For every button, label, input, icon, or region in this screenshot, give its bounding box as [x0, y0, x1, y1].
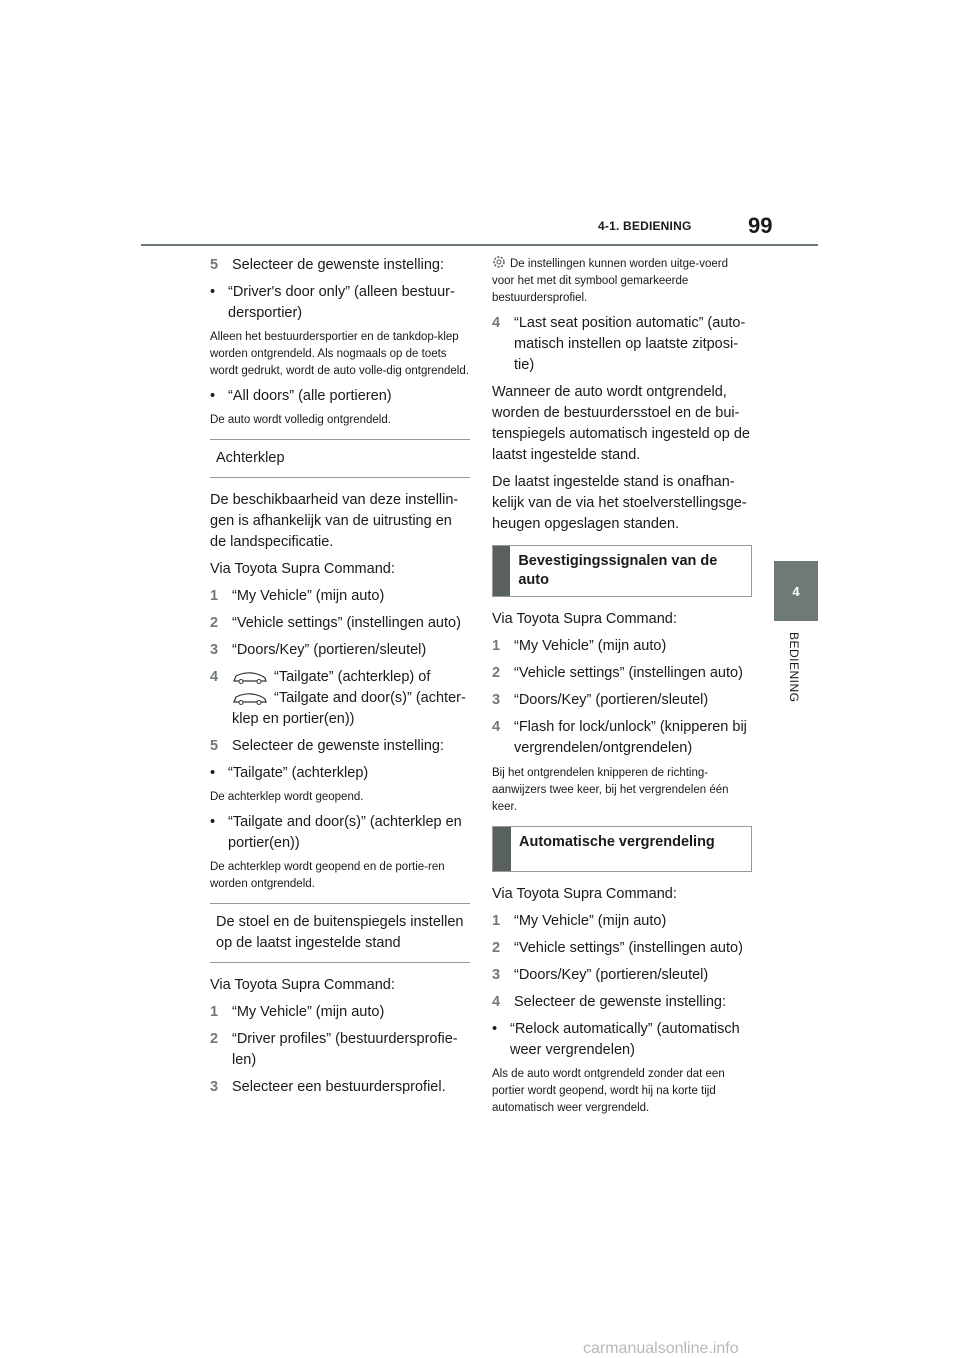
left-column [210, 255, 470, 1104]
section-heading: Automatische vergrendeling [492, 826, 752, 872]
paragraph: Via Toyota Supra Command: [492, 886, 677, 902]
step-item: 5 Selecteer de gewenste instelling: [210, 738, 444, 754]
step-item: 1 “My Vehicle” (mijn auto) [210, 588, 385, 604]
step-item: 4 “Tailgate” (achterklep) of “Tailgate and door(s)” (achter-klep en portier(en)) [210, 669, 466, 727]
note-text: Als de auto wordt ontgrendeld zonder dat een portier wordt geopend, wordt hij na korte tijd automatisch weer vergrendeld. [492, 1068, 725, 1114]
car-icon [232, 670, 268, 684]
note-text: Alleen het bestuurdersportier en de tankdop-klep worden ontgrendeld. Als nogmaals op de toets wordt gedrukt, wordt de auto volle-dig ontgrendeld. [210, 331, 469, 377]
note-text: De achterklep wordt geopend. [210, 791, 364, 803]
step-item: 3 “Doors/Key” (portieren/sleutel) [492, 692, 709, 708]
step-item: 1 “My Vehicle” (mijn auto) [492, 913, 667, 929]
note-text: De instellingen kunnen worden uitge-voerd voor het met dit symbool gemarkeerde bestuurdersprofiel. [492, 255, 752, 307]
subheading-box: De stoel en de buitenspiegels instellen op de laatst ingestelde stand [210, 903, 470, 963]
step-item: 2 “Driver profiles” (bestuurdersprofie-len) [210, 1031, 458, 1068]
step-item: 3 “Doors/Key” (portieren/sleutel) [210, 642, 427, 658]
bullet-item: • “Tailgate” (achterklep) [210, 765, 369, 781]
step-item: 4 Selecteer de gewenste instelling: [492, 994, 726, 1010]
chapter-tab[interactable]: 4 [774, 561, 818, 621]
section-title: 4-1. BEDIENING [598, 219, 692, 233]
car-icon [232, 691, 268, 705]
bullet-item: • “Relock automatically” (automatisch weer vergrendelen) [492, 1021, 740, 1058]
step-item: 1 “My Vehicle” (mijn auto) [210, 1004, 385, 1020]
step-item: 3 “Doors/Key” (portieren/sleutel) [492, 967, 709, 983]
section-heading: Bevestigingssignalen van de auto [492, 545, 752, 597]
paragraph: Via Toyota Supra Command: [492, 611, 677, 627]
note-text: Bij het ontgrendelen knipperen de richting-aanwijzers twee keer, bij het vergrendelen één keer. [492, 767, 729, 813]
paragraph: Via Toyota Supra Command: [210, 561, 395, 577]
paragraph: Via Toyota Supra Command: [210, 977, 395, 993]
paragraph: De beschikbaarheid van deze instellin-gen is afhankelijk van de uitrusting en de landspecificatie. [210, 492, 459, 550]
chapter-label: BEDIENING [787, 632, 801, 703]
watermark: carmanualsonline.info [583, 1340, 739, 1357]
note-text: De achterklep wordt geopend en de portie-ren worden ontgrendeld. [210, 861, 445, 890]
right-column [492, 255, 752, 1123]
note-text: De auto wordt volledig ontgrendeld. [210, 414, 391, 426]
profile-gear-icon [492, 255, 506, 269]
subheading-box: Achterklep [210, 439, 470, 478]
bullet-item: • “Driver's door only” (alleen bestuur-dersportier) [210, 284, 455, 321]
bullet-item: • “All doors” (alle portieren) [210, 388, 392, 404]
step-item: 2 “Vehicle settings” (instellingen auto) [492, 665, 743, 681]
step-item: 3 Selecteer een bestuurdersprofiel. [210, 1079, 446, 1095]
step-item: 1 “My Vehicle” (mijn auto) [492, 638, 667, 654]
step-item: 4 “Last seat position automatic” (auto-matisch instellen op laatste zitposi-tie) [492, 315, 746, 373]
header-divider [141, 244, 818, 246]
page-number: 99 [748, 213, 773, 238]
step-item: 5 Selecteer de gewenste instelling: [210, 257, 444, 273]
paragraph: Wanneer de auto wordt ontgrendeld, worden de bestuurdersstoel en de bui-tenspiegels automatisch ingesteld op de laatst ingestelde stand. [492, 384, 750, 463]
bullet-item: • “Tailgate and door(s)” (achterklep en portier(en)) [210, 814, 462, 851]
paragraph: De laatst ingestelde stand is onafhan-kelijk van de via het stoelverstellingsge-heugen opgeslagen standen. [492, 474, 747, 532]
step-item: 2 “Vehicle settings” (instellingen auto) [492, 940, 743, 956]
step-item: 2 “Vehicle settings” (instellingen auto) [210, 615, 461, 631]
step-item: 4 “Flash for lock/unlock” (knipperen bij vergrendelen/ontgrendelen) [492, 719, 747, 756]
